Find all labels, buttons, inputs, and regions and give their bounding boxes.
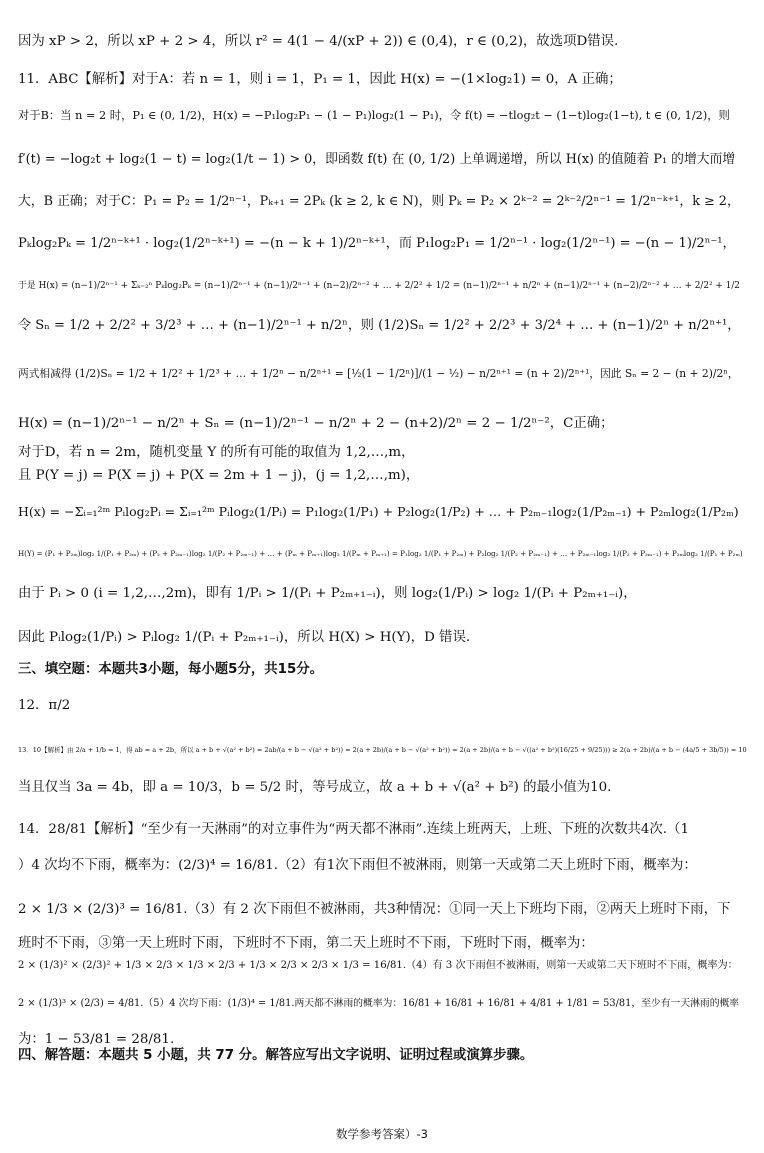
text-line: 对于B：当 n = 2 时，P₁ ∈ (0, 1/2)，H(x) = −P₁log₂P₁ − (1 − P₁)log₂(1 − P₁)，令 f(t) = −tlog₂t − (1−t)log₂(1−t), t ∈ (0, 1/2)，则 (18, 109, 730, 122)
text-line: ）4 次均不下雨，概率为：(2/3)⁴ = 16/81.（2）有1次下雨但不被淋雨，则第一天或第二天上班时下雨，概率为： (18, 858, 697, 873)
text-line: 2 × 1/3 × (2/3)³ = 16/81.（3）有 2 次下雨但不被淋雨，共3种情况：①同一天上下班均下雨，②两天上班时下雨，下 (18, 902, 731, 917)
text-line: H(x) = (n−1)/2ⁿ⁻¹ − n/2ⁿ + Sₙ = (n−1)/2ⁿ⁻¹ − n/2ⁿ + 2 − (n+2)/2ⁿ = 2 − 1/2ⁿ⁻²，C正确； (18, 416, 614, 431)
text-line: 三、填空题：本题共3小题，每小题5分，共15分。 (18, 662, 324, 677)
text-line: f′(t) = −log₂t + log₂(1 − t) = log₂(1/t − 1) > 0，即函数 f(t) 在 (0, 1/2) 上单调递增，所以 H(x) 的值随着 P₁ 的增大而增 (18, 152, 736, 167)
text-line: 2 × (1/3)² × (2/3)² + 1/3 × 2/3 × 1/3 × 2/3 + 1/3 × 2/3 × 2/3 × 1/3 = 16/81.（4）有 3 次下雨但不被淋雨，则第一天或第二天下班时不下雨，概率为： (18, 960, 738, 971)
text-line: 因此 Pᵢlog₂(1/Pᵢ) > Pᵢlog₂ 1/(Pᵢ + P₂ₘ₊₁₋ᵢ)，所以 H(X) > H(Y)，D 错误. (18, 630, 471, 645)
text-line: Pₖlog₂Pₖ = 1/2ⁿ⁻ᵏ⁺¹ · log₂(1/2ⁿ⁻ᵏ⁺¹) = −(n − k + 1)/2ⁿ⁻ᵏ⁺¹，而 P₁log₂P₁ = 1/2ⁿ⁻¹ · log₂(1/2ⁿ⁻¹) = −(n − 1)/2ⁿ⁻¹， (18, 236, 736, 251)
text-line: 四、解答题：本题共 5 小题，共 77 分。解答应写出文字说明、证明过程或演算步骤。 (18, 1048, 534, 1063)
text-line: H(Y) = (P₁ + P₂ₘ)log₂ 1/(P₁ + P₂ₘ) + (P₂ + P₂ₘ₋₁)log₂ 1/(P₂ + P₂ₘ₋₁) + … + (Pₘ + Pₘ₊₁)log₂ 1/(Pₘ + Pₘ₊₁) = P₁log₂ 1/(P₁ + P₂ₘ) + P₂log₂ 1/(P₂ + P₂ₘ₋₁) + … + P₂ₘ₋₁log₂ 1/(P₂ + P₂ₘ₋₁) + P₂ₘlog₂ 1/(P₁ + P₂ₘ) (18, 549, 743, 558)
text-line: 14．28/81【解析】“至少有一天淋雨”的对立事件为“两天都不淋雨”.连续上班两天，上班、下班的次数共4次.（1 (18, 822, 689, 837)
text-line: 大，B 正确；对于C：P₁ = P₂ = 1/2ⁿ⁻¹，Pₖ₊₁ = 2Pₖ (k ≥ 2, k ∈ N)，则 Pₖ = P₂ × 2ᵏ⁻² = 2ᵏ⁻²/2ⁿ⁻¹ = 1/2ⁿ⁻ᵏ⁺¹，k ≥ 2， (18, 194, 740, 209)
text-line: 12．π/2 (18, 698, 71, 713)
text-line: 11．ABC【解析】对于A：若 n = 1，则 i = 1，P₁ = 1，因此 H(x) = −(1×log₂1) = 0，A 正确； (18, 72, 622, 87)
text-line: 于是 H(x) = (n−1)/2ⁿ⁻¹ + Σₖ₌₂ⁿ Pₖlog₂Pₖ = (n−1)/2ⁿ⁻¹ + (n−1)/2ⁿ⁻¹ + (n−2)/2ⁿ⁻² + … + 2/2² + 1/2 = (n−1)/2ⁿ⁻¹ + n/2ⁿ + (n−1)/2ⁿ⁻¹ + (n−2)/2ⁿ⁻² + … + 2/2² + 1/2 (18, 281, 740, 291)
text-line: H(x) = −Σᵢ₌₁²ᵐ Pᵢlog₂Pᵢ = Σᵢ₌₁²ᵐ Pᵢlog₂(1/Pᵢ) = P₁log₂(1/P₁) + P₂log₂(1/P₂) + … + P₂ₘ₋₁log₂(1/P₂ₘ₋₁) + P₂ₘlog₂(1/P₂ₘ) (18, 504, 739, 519)
text-line: 13．10【解析】由 2/a + 1/b = 1，得 ab = a + 2b，所以 a + b + √(a² + b²) = 2ab/(a + b − √(a² + b²)) = 2(a + 2b)/(a + b − √(a² + b²)) = 2(a + 2b)/(a + b − √((a² + b²)(16/25 + 9/25))) ≥ 2(a + 2b)/(a + b − (4a/5 + 3b/5)) = 10 (18, 746, 747, 754)
text-line: 对于D，若 n = 2m，随机变量 Y 的所有可能的取值为 1,2,…,m， (18, 445, 415, 460)
text-line: 两式相减得 (1/2)Sₙ = 1/2 + 1/2² + 1/2³ + … + 1/2ⁿ − n/2ⁿ⁺¹ = [½(1 − 1/2ⁿ)]/(1 − ½) − n/2ⁿ⁺¹ = (n + 2)/2ⁿ⁺¹，因此 Sₙ = 2 − (n + 2)/2ⁿ， (18, 367, 739, 380)
text-line: 因为 xP > 2，所以 xP + 2 > 4，所以 r² = 4(1 − 4/(xP + 2)) ∈ (0,4)，r ∈ (0,2)，故选项D错误. (18, 34, 619, 49)
text-line: 令 Sₙ = 1/2 + 2/2² + 3/2³ + … + (n−1)/2ⁿ⁻¹ + n/2ⁿ，则 (1/2)Sₙ = 1/2² + 2/2³ + 3/2⁴ + … + (n−1)/2ⁿ + n/2ⁿ⁺¹， (18, 318, 741, 333)
text-line: 班时不下雨，③第一天上班时下雨，下班时不下雨，第二天上班时不下雨，下班时下雨，概率为： (18, 936, 594, 951)
text-line: 由于 Pᵢ > 0 (i = 1,2,…,2m)，即有 1/Pᵢ > 1/(Pᵢ + P₂ₘ₊₁₋ᵢ)，则 log₂(1/Pᵢ) > log₂ 1/(Pᵢ + P₂ₘ₊₁₋ᵢ)， (18, 586, 637, 601)
text-line: 且 P(Y = j) = P(X = j) + P(X = 2m + 1 − j)，(j = 1,2,…,m)， (18, 468, 420, 483)
text-line: 当且仅当 3a = 4b，即 a = 10/3，b = 5/2 时，等号成立，故 a + b + √(a² + b²) 的最小值为10. (18, 780, 612, 795)
page-footer: 数学参考答案）-3 (336, 1127, 428, 1141)
text-line: 2 × (1/3)³ × (2/3) = 4/81.（5）4 次均下雨：(1/3)⁴ = 1/81.两天都不淋雨的概率为：16/81 + 16/81 + 16/81 + 4/81 + 1/81 = 53/81，至少有一天淋雨的概率 (18, 998, 740, 1009)
text-line: 为：1 − 53/81 = 28/81. (18, 1032, 175, 1047)
